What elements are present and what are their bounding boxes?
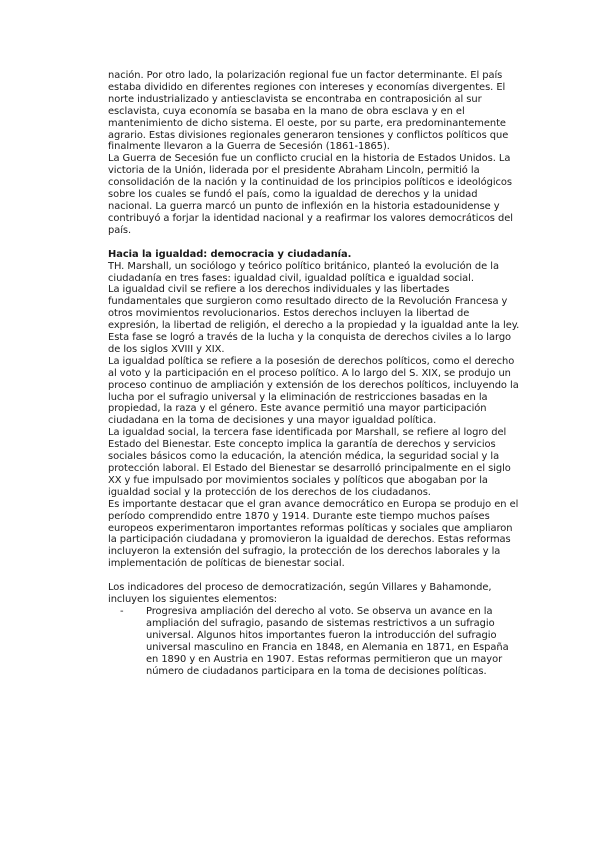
paragraph-political-equality: La igualdad política se refiere a la posesión de derechos políticos, como el derecho al voto y la participación en el proceso político. A lo largo del S. XIX, se produjo un proceso continuo de ampliación y extensión de los derechos políticos, incluyendo la lucha por el sufragio universal y la eliminación de restricciones basadas en la propiedad, la raza y el género. Este avance permitió una mayor participación ciudadana en la toma de decisiones y una mayor igualdad política. [108,355,519,427]
paragraph-civil-war: La Guerra de Secesión fue un conflicto crucial en la historia de Estados Unidos. La victoria de la Unión, liderada por el presidente Abraham Lincoln, permitió la consolidación de la nación y la continuidad de los principios políticos e ideológicos sobre los cuales se fundó el país, como la igualdad de derechos y la unidad nacional. La guerra marcó un punto de inflexión en la historia estadounidense y contribuyó a forjar la identidad nacional y a reafirmar los valores democráticos del país. [108,153,513,236]
paragraph-civil-equality: La igualdad civil se refiere a los derechos individuales y las libertades fundamentales que surgieron como resultado directo de la Revolución Francesa y otros movimientos revolucionarios. Estos derechos incluyen la libertad de expresión, la libertad de religión, el derecho a la propiedad y la igualdad ante la ley. Esta fase se logró a través de la lucha y la conquista de derechos civiles a lo largo de los siglos XVIII y XIX. [108,284,520,355]
paragraph-european-advance: Es importante destacar que el gran avance democrático en Europa se produjo en el período comprendido entre 1870 y 1914. Durante este tiempo muchos países europeos experimentaron importantes reformas políticas y sociales que ampliaron la participación ciudadana y promovieron la igualdad de derechos. Estas reformas incluyeron la extensión del sufragio, la protección de los derechos laborales y la implementación de políticas de bienestar social. [108,498,519,570]
paragraph-spacer [108,570,520,582]
list-item [108,606,520,677]
list-item-text: Progresiva ampliación del derecho al voto. Se observa un avance en la ampliación del sufragio, pasando de sistemas restrictivos a un sufragio universal. Algunos hitos importantes fueron la introducción del sufragio universal masculino en Francia en 1848, en Alemania en 1871, en España en 1890 y en Austria en 1907. Estas reformas permitieron que un mayor número de ciudadanos participara en la toma de decisiones políticas. [146,605,509,677]
document-body [108,70,520,677]
paragraph-social-equality: La igualdad social, la tercera fase identificada por Marshall, se refiere al logro del Estado del Bienestar. Este concepto implica la garantía de derechos y servicios sociales básicos como la educación, la atención médica, la seguridad social y la protección laboral. El Estado del Bienestar se desarrolló principalmente en el siglo XX y fue impulsado por movimientos sociales y políticos que abogaban por la igualdad social y la protección de los derechos de los ciudadanos. [108,427,511,498]
paragraph-indicators-intro: Los indicadores del proceso de democratización, según Villares y Bahamonde, incluyen los siguientes elementos: [108,582,492,606]
list-bullet: - [120,605,124,617]
paragraph-political-polarization: nación. Por otro lado, la polarización regional fue un factor determinante. El país estaba dividido en diferentes regiones con intereses y economías divergentes. El norte industrializado y antiesclavista se encontraba en contraposición al sur esclavista, cuya economía se basaba en la mano de obra esclava y en el mantenimiento de dicho sistema. El oeste, por su parte, era predominantemente agrario. Estas divisiones regionales generaron tensiones y conflictos políticos que finalmente llevaron a la Guerra de Secesión (1861-1865). [108,70,509,153]
section-heading: Hacia la igualdad: democracia y ciudadanía. [108,248,352,260]
paragraph-marshall: TH. Marshall, un sociólogo y teórico político británico, planteó la evolución de la ciudadanía en tres fases: igualdad civil, igualdad política e igualdad social. [108,260,499,284]
